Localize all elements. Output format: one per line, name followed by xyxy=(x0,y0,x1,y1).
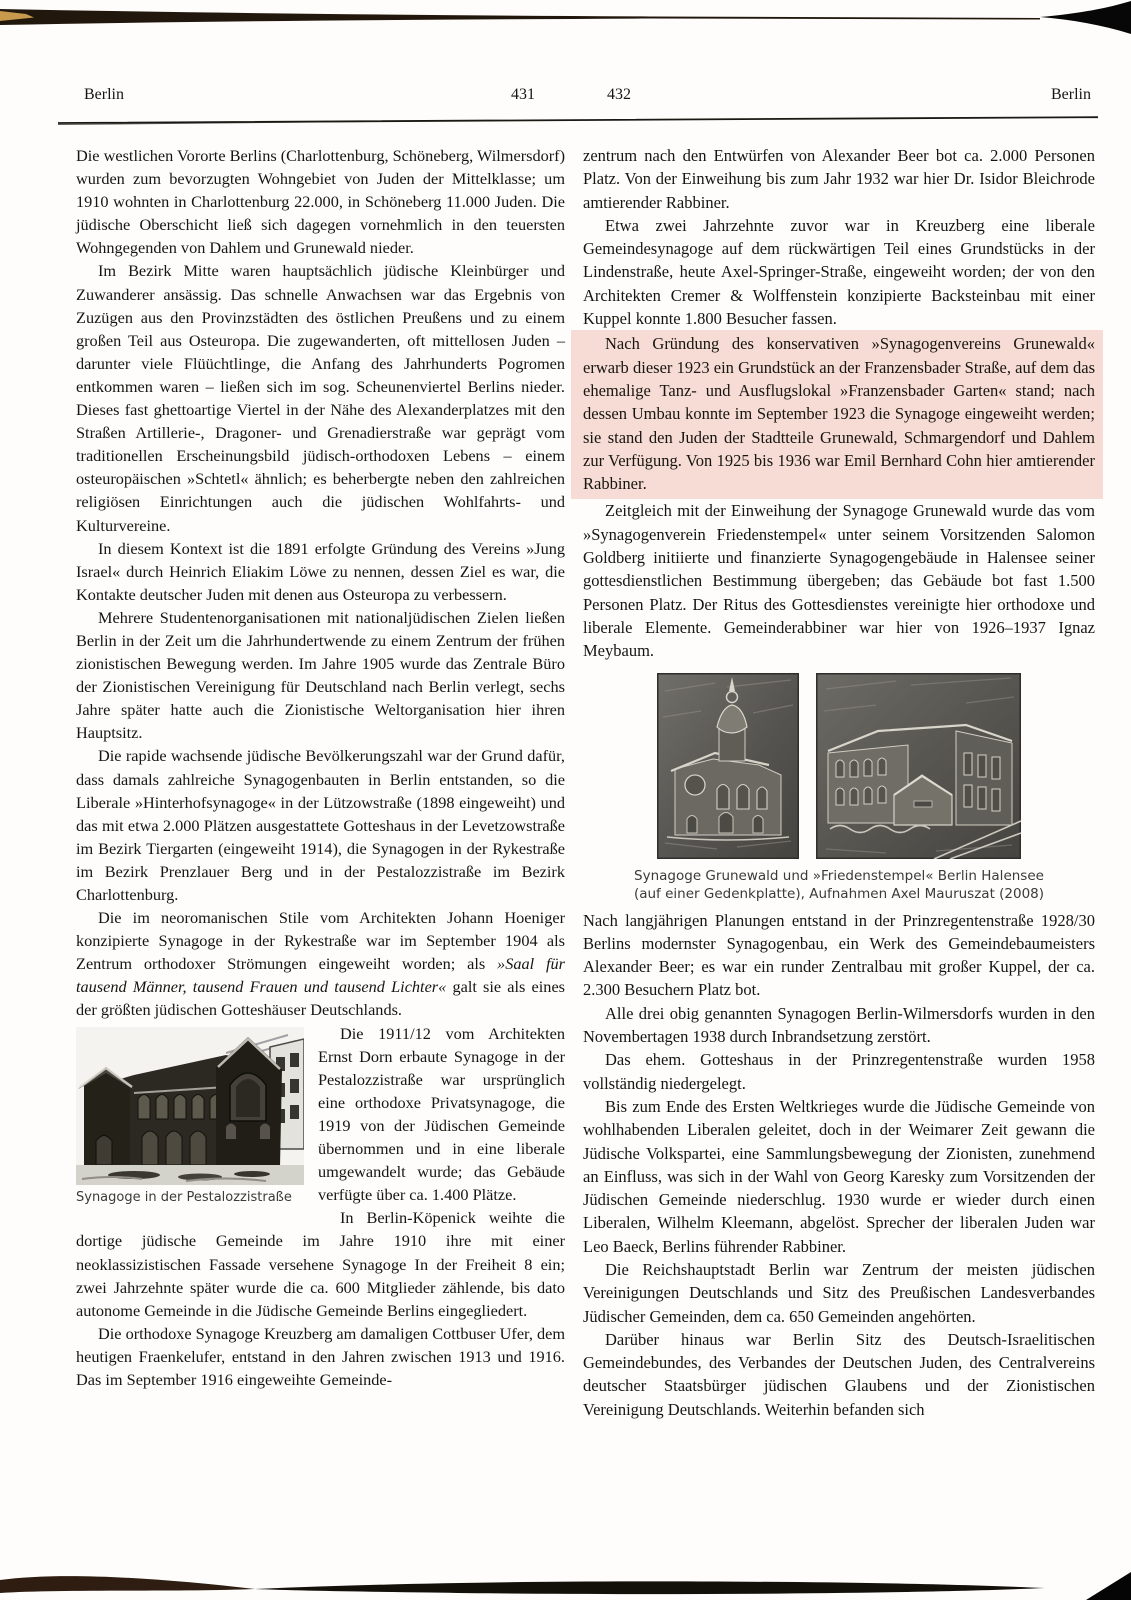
paragraph-kreuzberg-synagogue: Die orthodoxe Synagoge Kreuzberg am damaligen Cottbuser Ufer, dem heutigen Fraenkelufer, entstand in den Jahren zwischen 1913 und 1916. Das im September 1916 eingeweihte Gemeinde- xyxy=(76,1323,565,1389)
plaque-images-row xyxy=(583,673,1095,859)
scan-artifact-top-right-curl xyxy=(1040,1,1131,34)
saal-quote-italic: »Saal für tausend Männer, tausend Frauen und tausend Lichter« xyxy=(76,954,565,997)
right-column xyxy=(583,144,1095,1421)
paragraph-niedergelegt-1958: Das ehem. Gotteshaus in der Prinzregentenstraße wurden 1958 vollständig niedergelegt. xyxy=(583,1050,1095,1093)
paragraph-november-1938: Alle drei obig genannten Synagogen Berlin-Wilmersdorfs wurden in den Novembertagen 1938 durch Inbrandsetzung zerstört. xyxy=(583,1003,1095,1047)
paragraph-ernst-dorn-synagogue: Die 1911/12 vom Architekten Ernst Dorn erbaute Synagoge in der Pestalozzistraße war ursprünglich eine orthodoxe Privatsynagoge, die 1919 von der Jüdischen Gemeinde übernommen und in eine liberale umgewandelt wurde; das Gebäude verfügte über ca. 1.400 Plätze. xyxy=(318,1023,565,1205)
paragraph-bezirk-mitte: Im Bezirk Mitte waren hauptsächlich jüdische Kleinbürger und Zuwanderer ansässig. Das schnelle Anwachsen war das Ergebnis von Zuzügen aus den Provinzstädten des östlichen Preußens und zu einem großen Teil aus Osteuropa. Die zugewanderten, oft mittellosen Juden – darunter viele Flüüchtlinge, die Anfang des Jahrhunderts Pogromen entkommen waren – ließen sich im sog. Scheunenviertel Berlins nieder. Dieses fast ghettoartige Viertel in der Nähe des Alexanderplatzes mit den Straßen Artillerie-, Dragoner- und Grenadierstraße war geprägt vom traditionellen Erscheinungsbild jüdisch-orthodoxen Lebens – einem osteuropäischen »Schtetl« ähnlich; es beherbergte neben den zahlreichen religiösen Einrichtungen auch die jüdischen Wohlfahrts- und Kulturvereine. xyxy=(76,261,565,535)
rykestrasse-text-pre: Die im neoromanischen Stile vom Architekten Johann Hoeniger konzipierte Synagoge in der Rykestraße war im September 1904 als Zentrum orthodoxer Strömungen eingeweiht worden; als xyxy=(76,908,565,974)
rykestrasse-text-post: galt sie als eines der größten jüdischen Gotteshäuser Deutschlands. xyxy=(76,977,566,1020)
figure-caption-plaques xyxy=(583,867,1095,903)
scan-artifact-bottom-band xyxy=(255,1581,1045,1594)
paragraph-synagogue-building-boom: Die rapide wachsende jüdische Bevölkerungszahl war der Grund dafür, dass damals zahlreiche Synagogenbauten in Berlin entstanden, so die Liberale »Hinterhofsynagoge« in der Lützowstraße (1898 eingeweiht) und das mit etwa 2.000 Plätzen ausgestattete Gotteshaus in der Levetzowstraße im Bezirk Tiergarten (eingeweiht 1914), die Synagogen in der Rykestraße im Bezirk Prenzlauer Berg und in der Pestalozzistraße im Bezirk Charlottenburg. xyxy=(76,746,565,904)
paragraph-student-organisations: Mehrere Studentenorganisationen mit nationaljüdischen Zielen ließen Berlin in der Zeit um die Jahrhundertwende zu einem Zentrum der frühen zionistischen Bewegung werden. Im Jahre 1905 wurde das Zentrale Büro der Zionistischen Vereinigung für Deutschland nach Berlin verlegt, sechs Jahre später hatte auch die Zionistische Weltorganisation hier ihren Hauptsitz. xyxy=(76,607,565,743)
paragraph-berlin-koepenick: In Berlin-Köpenick weihte die dortige jüdische Gemeinde im Jahre 1910 ihre mit einer neoklassizistischen Fassade versehene Synagoge In der Freiheit 8 ein; zwei Jahrzehnte später wurde die ca. 600 Mitglieder zählende, bis dato autonome Gemeinde in die Jüdische Gemeinde Berlins eingegliedert. xyxy=(76,1208,565,1320)
left-column xyxy=(76,144,565,1391)
paragraph-gemeindezentrum: zentrum nach den Entwürfen von Alexander Beer bot ca. 2.000 Personen Platz. Von der Einweihung bis zum Jahr 1932 war hier Dr. Isidor Bleichrode amtierender Rabbiner. xyxy=(583,146,1095,212)
paragraph-lindenstrasse: Etwa zwei Jahrzehnte zuvor war in Kreuzberg eine liberale Gemeindesynagoge auf dem rückwärtigen Teil eines Grundstücks in der Lindenstraße, heute Axel-Springer-Straße, eingeweiht worden; der von den Architekten Cremer & Wolffenstein konzipierte Backsteinbau mit einer Kuppel konnte 1.800 Besucher fassen. xyxy=(583,215,1095,329)
paragraph-reichshauptstadt: Die Reichshauptstadt Berlin war Zentrum der meisten jüdischen Vereinigungen Deutschlands und Sitz des Preußischen Landesverbandes Jüdischer Gemeinden, dem ca. 650 Gemeinden angehörten. xyxy=(583,1259,1095,1326)
paragraph-grunewald-highlighted: Nach Gründung des konservativen »Synagogenvereins Grunewald« erwarb dieser 1923 ein Grundstück an der Franzensbader Straße, auf dem das ehemalige Tanz- und Ausflugslokal »Franzensbader Garten« stand; nach dessen Umbau konnte im September 1923 die Synagoge eingeweiht werden; sie stand den Juden der Stadtteile Grunewald, Schmargendorf und Dahlem zur Verfügung. Von 1925 bis 1936 war Emil Bernhard Cohn hier amtierender Rabbiner. xyxy=(571,330,1103,499)
figure-caption-pestalozzistrasse: Synagoge in der Pestalozzistraße xyxy=(76,1189,292,1205)
running-head-right: Berlin xyxy=(1051,86,1091,103)
paragraph-west-suburbs: Die westlichen Vororte Berlins (Charlottenburg, Schöneberg, Wilmersdorf) wurden zum bevorzugten Wohngebiet von Juden der Mittelklasse; um 1910 wohnten in Charlottenburg 22.000, in Schöneberg 11.000 Juden. Die jüdische Oberschicht ließ sich dagegen vornehmlich in den teuersten Wohngegenden von Dahlem und Grunewald nieder. xyxy=(76,146,565,258)
figure-caption-plaques-line2: (auf einer Gedenkplatte), Aufnahmen Axel Mauruszat (2008) xyxy=(633,885,1045,902)
paragraph-rykestrasse xyxy=(76,906,565,1021)
figure-pestalozzistrasse xyxy=(76,1027,304,1206)
scan-artifact-top-edge xyxy=(0,9,1040,25)
paragraph-volkspartei: Bis zum Ende des Ersten Weltkrieges wurde die Jüdische Gemeinde von wohlhabenden Liberalen geleitet, doch in der Weimarer Zeit gewann die Jüdische Volkspartei, eine Sammlungsbewegung der Zionisten, zunehmend an Einfluss, was sich in der Wahl von Georg Karesky zum Vorsitzenden der Jüdischen Gemeinde niederschlug. 1930 wurde er wieder durch einen Liberalen, Wilhelm Kleemann, abgelöst. Sprecher der liberalen Juden war Leo Baeck, Berlins führender Rabbiner. xyxy=(583,1096,1095,1256)
paragraph-gemeindebund: Darüber hinaus war Berlin Sitz des Deutsch-Israelitischen Gemeindebundes, des Verbandes der Deutschen Juden, des Centralvereins deutscher Staatsbürger jüdischen Glaubens und der Zionistischen Vereinigung Deutschlands. Weiterhin befanden sich xyxy=(583,1329,1095,1419)
paragraph-prinzregentenstrasse: Nach langjährigen Planungen entstand in der Prinzregentenstraße 1928/30 Berlins modernster Synagogenbau, ein Werk des Gemeindebaumeisters Alexander Beer; es war ein runder Zentralbau mit großer Kuppel, der ca. 2.300 Besuchern Platz bot. xyxy=(583,910,1095,1000)
header-rule xyxy=(58,117,1098,123)
running-head-left: Berlin xyxy=(84,86,124,103)
plaque-friedenstempel-halensee-image xyxy=(816,673,1021,859)
scan-artifact-bottom-left xyxy=(0,1576,255,1593)
scan-artifact-bottom-right-curl xyxy=(1086,1572,1131,1600)
running-head xyxy=(0,86,1131,114)
page-number-431: 431 xyxy=(511,86,535,103)
plaque-synagoge-grunewald-image xyxy=(657,673,799,859)
paragraph-jung-israel: In diesem Kontext ist die 1891 erfolgte Gründung des Vereins »Jung Israel« durch Heinrich Eliakim Löwe zu nennen, dessen Ziel es war, die Kontakte deutscher Juden mit denen aus Osteuropa zu verbessern. xyxy=(76,538,565,604)
scan-artifact-top-left-fleck xyxy=(0,11,34,21)
paragraph-friedenstempel: Zeitgleich mit der Einweihung der Synagoge Grunewald wurde das vom »Synagogenverein Friedenstempel« unter seinem Vorsitzenden Salomon Goldberg initiierte und finanzierte Synagogengebäude in Halensee seiner gottesdienstlichen Bestimmung übergeben; das Gebäude bot fast 1.500 Personen Platz. Der Ritus des Gottesdienstes vereinigte hier orthodoxe und liberale Elemente. Gemeinderabbiner war hier von 1926–1937 Ignaz Meybaum. xyxy=(583,501,1095,661)
figure-caption-plaques-line1: Synagoge Grunewald und »Friedenstempel« Berlin Halensee xyxy=(634,867,1044,884)
pestalozzistrasse-synagogue-image xyxy=(76,1027,304,1185)
figure-memorial-plaques xyxy=(583,673,1095,903)
page-number-432: 432 xyxy=(607,86,631,103)
